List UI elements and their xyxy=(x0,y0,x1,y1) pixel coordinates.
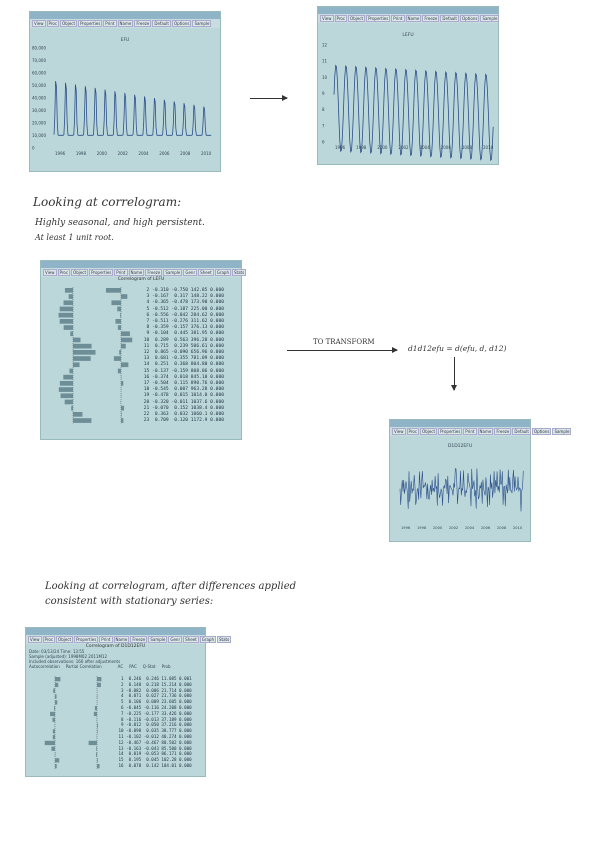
menu-item-freeze[interactable]: Freeze xyxy=(136,21,150,26)
pac-bar xyxy=(94,712,97,716)
efu-line-chart xyxy=(30,40,222,165)
ac-bar xyxy=(65,400,73,405)
ac-bar xyxy=(65,288,73,293)
ac-bar xyxy=(63,375,73,380)
table-row: 20 -0.320 -0.011 1037.6 0.000 xyxy=(141,399,224,405)
ac-bar xyxy=(73,362,80,367)
correlogram-table xyxy=(141,288,224,424)
menu-item-name[interactable]: Name xyxy=(115,637,128,642)
x-tick-label: 2010 xyxy=(201,151,212,156)
y-tick-label: 12 xyxy=(322,42,328,48)
col-qstat: Q-Stat xyxy=(142,664,156,669)
menu-item-proc[interactable]: Proc xyxy=(44,637,54,642)
menu-item-stats[interactable]: Stats xyxy=(233,270,245,275)
pac-bar xyxy=(120,313,121,318)
menu-item-properties[interactable]: Properties xyxy=(368,16,389,21)
menu-item-proc[interactable]: Proc xyxy=(336,16,346,21)
ac-bar xyxy=(60,319,73,324)
menu-item-options[interactable]: Options xyxy=(174,21,190,26)
toolbar-menu xyxy=(26,635,230,644)
plot-title: LEFU xyxy=(402,33,414,38)
menu-item-default[interactable]: Default xyxy=(154,21,169,26)
menu-item-options[interactable]: Options xyxy=(462,16,478,21)
formula-text: d1d12efu = d(efu, d, d12) xyxy=(408,344,507,353)
x-tick-label: 2006 xyxy=(159,151,170,156)
ac-bar xyxy=(64,325,73,330)
table-row: 15 0.195 0.045 102.28 0.000 xyxy=(116,757,192,763)
menu-item-properties[interactable]: Properties xyxy=(80,21,101,26)
window-titlebar xyxy=(390,420,530,427)
ac-bar xyxy=(53,735,55,739)
x-tick-label: 2010 xyxy=(483,145,494,150)
table-row: 22 0.363 0.032 1060.1 0.000 xyxy=(141,412,224,418)
x-tick-label: 1996 xyxy=(335,145,346,150)
col-prob: Prob xyxy=(161,664,171,669)
window-titlebar xyxy=(26,628,205,635)
x-tick-label: 2002 xyxy=(449,526,459,530)
menu-item-default[interactable]: Default xyxy=(442,16,457,21)
pac-bar xyxy=(118,325,121,330)
y-tick-label: 6 xyxy=(322,139,325,145)
ac-bar xyxy=(55,764,57,768)
pac-bar xyxy=(121,331,130,336)
table-row: 2 0.148 0.218 15.214 0.000 xyxy=(116,681,192,687)
table-row: 8 -0.116 -0.013 37.189 0.000 xyxy=(116,716,192,722)
table-row: 21 -0.070 0.152 1038.4 0.000 xyxy=(141,405,224,411)
ac-bar xyxy=(60,381,73,386)
col-partial-correlation: Partial Correlation xyxy=(65,664,102,669)
pac-bar xyxy=(121,338,132,343)
ac-bar xyxy=(53,689,55,693)
x-tick-label: 1996 xyxy=(401,526,411,530)
y-tick-label: 20,000 xyxy=(32,120,46,126)
menu-item-properties[interactable]: Properties xyxy=(76,637,97,642)
pac-bar xyxy=(118,369,121,374)
pac-bar xyxy=(97,723,98,727)
menu-item-print[interactable]: Print xyxy=(101,637,111,642)
x-tick-label: 1998 xyxy=(417,526,427,530)
d1d12efu-line-chart xyxy=(390,450,532,540)
menu-item-view[interactable]: View xyxy=(394,429,404,434)
x-tick-label: 2006 xyxy=(440,145,451,150)
menu-item-name[interactable]: Name xyxy=(130,270,143,275)
info-observations: Included observations: 166 after adjustments xyxy=(29,659,121,664)
d1d12efu-plot-screenshot xyxy=(389,419,570,542)
menu-item-print[interactable]: Print xyxy=(393,16,403,21)
correlogram-title: Correlogram of D1D12EFU xyxy=(85,644,146,649)
table-row: 7 -0.511 -0.276 311.62 0.000 xyxy=(141,319,224,325)
efu-plot-screenshot xyxy=(29,11,221,172)
menu-item-genr[interactable]: Genr xyxy=(185,270,196,275)
ac-bar xyxy=(61,393,73,398)
table-row: 4 0.071 0.027 21.736 0.000 xyxy=(116,693,192,699)
y-tick-label: 60,000 xyxy=(32,70,46,76)
menu-item-name[interactable]: Name xyxy=(407,16,420,21)
pac-bar xyxy=(96,752,97,756)
note-stationary: consistent with stationary series: xyxy=(45,596,214,607)
table-row: 3 -0.082 0.006 21.714 0.000 xyxy=(116,687,192,693)
table-row: 6 -0.045 -0.116 24.208 0.000 xyxy=(116,704,192,710)
y-tick-label: 11 xyxy=(322,58,328,64)
menu-item-sample[interactable]: Sample xyxy=(150,637,166,642)
ac-bar xyxy=(54,706,55,710)
pac-bar xyxy=(97,729,98,733)
menu-item-options[interactable]: Options xyxy=(534,429,550,434)
window-titlebar xyxy=(30,12,220,19)
pac-bar xyxy=(121,362,128,367)
x-tick-label: 2000 xyxy=(433,526,443,530)
table-row: 10 -0.098 0.035 38.777 0.000 xyxy=(116,728,192,734)
table-row: 17 -0.504 0.115 890.76 0.000 xyxy=(141,381,224,387)
pac-bar xyxy=(89,741,97,745)
x-tick-label: 2010 xyxy=(513,526,523,530)
window-titlebar xyxy=(318,7,498,14)
ac-bar xyxy=(52,718,55,722)
x-tick-label: 2008 xyxy=(180,151,191,156)
ac-bar xyxy=(55,758,59,762)
x-tick-label: 2000 xyxy=(377,145,388,150)
menu-item-print[interactable]: Print xyxy=(116,270,126,275)
pac-bar xyxy=(121,381,123,386)
ac-bar xyxy=(55,677,60,681)
toolbar-menu xyxy=(41,268,245,277)
ac-bar xyxy=(59,387,73,392)
menu-item-sample[interactable]: Sample xyxy=(554,429,570,434)
table-row: 5 -0.512 -0.187 225.00 0.000 xyxy=(141,306,224,312)
pac-bar xyxy=(121,406,124,411)
table-row: 12 -0.467 -0.467 80.502 0.000 xyxy=(116,739,192,745)
menu-item-view[interactable]: View xyxy=(34,21,44,26)
pac-bar xyxy=(121,344,126,349)
menu-item-sheet[interactable]: Sheet xyxy=(200,270,212,275)
ac-bar xyxy=(71,406,73,411)
x-tick-label: 2004 xyxy=(138,151,149,156)
menu-item-genr[interactable]: Genr xyxy=(170,637,181,642)
pac-bar xyxy=(97,764,100,768)
pac-bar xyxy=(95,706,97,710)
table-row: 14 0.019 -0.053 86.171 0.000 xyxy=(116,751,192,757)
y-tick-label: 40,000 xyxy=(32,95,46,101)
menu-item-proc[interactable]: Proc xyxy=(48,21,58,26)
x-tick-label: 2004 xyxy=(419,145,430,150)
pac-bar xyxy=(97,677,101,681)
ac-bar xyxy=(73,350,95,355)
x-tick-label: 1998 xyxy=(356,145,367,150)
table-row: 5 0.106 0.009 23.605 0.000 xyxy=(116,699,192,705)
menu-item-properties[interactable]: Properties xyxy=(440,429,461,434)
menu-item-view[interactable]: View xyxy=(45,270,55,275)
note-correlogram: Looking at correlogram: xyxy=(33,195,182,209)
menu-item-graph[interactable]: Graph xyxy=(216,270,229,275)
table-row: 9 -0.104 0.445 381.95 0.000 xyxy=(141,331,224,337)
info-sample: Sample (adjusted): 1998M02 2011M12 xyxy=(29,654,108,659)
lefu-plot-screenshot xyxy=(317,6,499,165)
menu-item-object[interactable]: Object xyxy=(350,16,364,21)
menu-item-proc[interactable]: Proc xyxy=(408,429,418,434)
y-tick-label: 70,000 xyxy=(32,58,46,63)
ac-bar xyxy=(55,694,57,698)
ac-bar xyxy=(73,344,92,349)
pac-bar xyxy=(119,350,121,355)
menu-item-default[interactable]: Default xyxy=(514,429,529,434)
menu-item-object[interactable]: Object xyxy=(62,21,76,26)
x-tick-label: 2008 xyxy=(461,145,473,150)
note-after-differences: Looking at correlogram, after differences applied xyxy=(45,581,297,592)
table-row: 12 0.865 -0.090 656.96 0.000 xyxy=(141,350,224,356)
ac-bar xyxy=(69,369,73,374)
ac-bar xyxy=(60,307,73,312)
pac-bar xyxy=(114,356,121,361)
arrow-right-1 xyxy=(250,98,287,99)
table-row: 6 -0.556 -0.042 284.62 0.000 xyxy=(141,312,224,318)
plot-title: D1D12EFU xyxy=(447,444,473,449)
col-pac: PAC xyxy=(129,664,137,669)
note-seasonal: Highly seasonal, and high persistent. xyxy=(35,218,205,228)
table-row: 9 -0.012 0.050 37.216 0.000 xyxy=(116,722,192,728)
pac-bar xyxy=(121,418,123,423)
pac-bar xyxy=(106,288,121,293)
menu-item-sheet[interactable]: Sheet xyxy=(185,637,197,642)
note-unit-root: At least 1 unit root. xyxy=(35,233,114,242)
y-tick-label: 30,000 xyxy=(32,108,46,113)
plot-title: EFU xyxy=(120,38,130,43)
y-tick-label: 50,000 xyxy=(32,83,46,88)
table-row: 3 -0.167 0.317 148.22 0.000 xyxy=(141,294,224,300)
table-row: 13 -0.163 -0.043 85.500 0.000 xyxy=(116,745,192,751)
table-row: 18 -0.545 0.007 963.28 0.000 xyxy=(141,387,224,393)
table-row: 10 0.289 0.563 396.28 0.000 xyxy=(141,337,224,343)
menu-item-object[interactable]: Object xyxy=(73,270,87,275)
column-headers xyxy=(26,664,205,669)
ac-bar xyxy=(55,700,57,704)
arrow-transform xyxy=(287,350,397,351)
ac-bar xyxy=(73,412,82,417)
correlogram-title: Correlogram of LEFU xyxy=(117,277,165,282)
d1d12efu-series-line xyxy=(400,469,523,512)
table-row: 13 0.681 -0.355 781.09 0.000 xyxy=(141,356,224,362)
ac-bar xyxy=(51,747,55,751)
menu-item-name[interactable]: Name xyxy=(479,429,492,434)
ac-bar xyxy=(55,683,58,687)
menu-item-sample[interactable]: Sample xyxy=(194,21,210,26)
table-row: 4 -0.365 -0.478 173.90 0.000 xyxy=(141,300,224,306)
menu-item-view[interactable]: View xyxy=(30,637,40,642)
table-row: 8 -0.359 -0.157 376.13 0.000 xyxy=(141,325,224,331)
menu-item-object[interactable]: Object xyxy=(58,637,72,642)
menu-item-freeze[interactable]: Freeze xyxy=(424,16,438,21)
table-row: 7 -0.225 -0.177 33.426 0.000 xyxy=(116,710,192,716)
ac-bar xyxy=(73,418,91,423)
col-ac: AC xyxy=(117,664,124,669)
x-tick-label: 2004 xyxy=(465,526,475,530)
table-row: 23 0.709 0.120 1172.9 0.000 xyxy=(141,418,224,424)
table-row: 14 0.251 0.368 804.80 0.000 xyxy=(141,362,224,368)
x-tick-label: 2008 xyxy=(497,526,507,530)
table-row: 1 0.246 0.246 11.085 0.001 xyxy=(116,676,192,681)
menu-item-freeze[interactable]: Freeze xyxy=(132,637,146,642)
correlogram-table xyxy=(116,676,192,769)
menu-item-print[interactable]: Print xyxy=(105,21,115,26)
pac-bar xyxy=(97,683,101,687)
y-tick-label: 10,000 xyxy=(32,133,46,138)
pac-bar xyxy=(121,412,122,417)
y-tick-label: 9 xyxy=(322,91,325,96)
toolbar-menu xyxy=(390,427,570,436)
ac-bar xyxy=(73,338,81,343)
lefu-line-chart xyxy=(318,37,500,162)
pac-bar xyxy=(96,747,97,751)
menu-item-graph[interactable]: Graph xyxy=(201,637,214,642)
transform-label: TO TRANSFORM xyxy=(313,338,375,346)
toolbar-menu xyxy=(318,14,498,23)
menu-item-sample[interactable]: Sample xyxy=(482,16,498,21)
ac-bar xyxy=(45,741,55,745)
table-row: 2 -0.310 -0.750 142.85 0.000 xyxy=(141,288,224,293)
menu-item-print[interactable]: Print xyxy=(465,429,475,434)
ac-bar xyxy=(69,294,73,299)
x-tick-label: 2002 xyxy=(398,145,409,150)
x-tick-label: 2002 xyxy=(117,151,128,156)
ac-bar xyxy=(70,331,73,336)
menu-item-name[interactable]: Name xyxy=(119,21,132,26)
ac-bar xyxy=(59,313,73,318)
menu-item-freeze[interactable]: Freeze xyxy=(147,270,161,275)
correlogram-bars xyxy=(29,676,119,776)
col-autocorrelation: Autocorrelation xyxy=(29,664,60,669)
table-row: 11 0.715 0.239 506.61 0.000 xyxy=(141,343,224,349)
ac-bar xyxy=(64,300,73,305)
efu-series-line xyxy=(54,81,211,135)
y-tick-label: 0 xyxy=(32,145,35,151)
correlogram-bars xyxy=(43,287,143,437)
table-row: 11 -0.102 -0.012 40.274 0.000 xyxy=(116,733,192,739)
info-date: Date: 03/13/24 Time: 13:55 xyxy=(29,649,85,654)
arrow-down xyxy=(454,357,455,390)
x-tick-label: 2006 xyxy=(481,526,491,530)
x-tick-label: 1998 xyxy=(75,151,87,156)
menu-item-proc[interactable]: Proc xyxy=(59,270,69,275)
table-row: 16 0.078 0.142 104.01 0.000 xyxy=(116,762,192,768)
menu-item-object[interactable]: Object xyxy=(422,429,436,434)
x-tick-label: 1996 xyxy=(55,151,66,156)
table-row: 16 -0.374 0.018 845.10 0.000 xyxy=(141,374,224,380)
pac-bar xyxy=(111,300,121,305)
pac-bar xyxy=(121,294,127,299)
menu-item-view[interactable]: View xyxy=(322,16,332,21)
table-row: 19 -0.478 0.015 1014.0 0.000 xyxy=(141,393,224,399)
y-tick-label: 7 xyxy=(322,123,325,129)
correlogram-info xyxy=(26,649,205,664)
ac-bar xyxy=(73,356,91,361)
correlogram-d1d12efu-screenshot xyxy=(25,627,230,777)
ac-bar xyxy=(50,712,55,716)
pac-bar xyxy=(97,758,98,762)
menu-item-properties[interactable]: Properties xyxy=(91,270,112,275)
y-tick-label: 80,000 xyxy=(32,45,46,51)
y-tick-label: 10 xyxy=(322,74,328,80)
menu-item-freeze[interactable]: Freeze xyxy=(496,429,510,434)
menu-item-sample[interactable]: Sample xyxy=(165,270,181,275)
pac-bar xyxy=(115,319,121,324)
correlogram-lefu-screenshot xyxy=(40,260,245,440)
menu-item-stats[interactable]: Stats xyxy=(218,637,230,642)
window-titlebar xyxy=(41,261,241,268)
x-tick-label: 2000 xyxy=(96,151,107,156)
y-tick-label: 8 xyxy=(322,107,325,113)
toolbar-menu xyxy=(30,19,220,28)
pac-bar xyxy=(117,307,121,312)
table-row: 15 -0.137 -0.159 808.06 0.000 xyxy=(141,368,224,374)
ac-bar xyxy=(53,729,55,733)
